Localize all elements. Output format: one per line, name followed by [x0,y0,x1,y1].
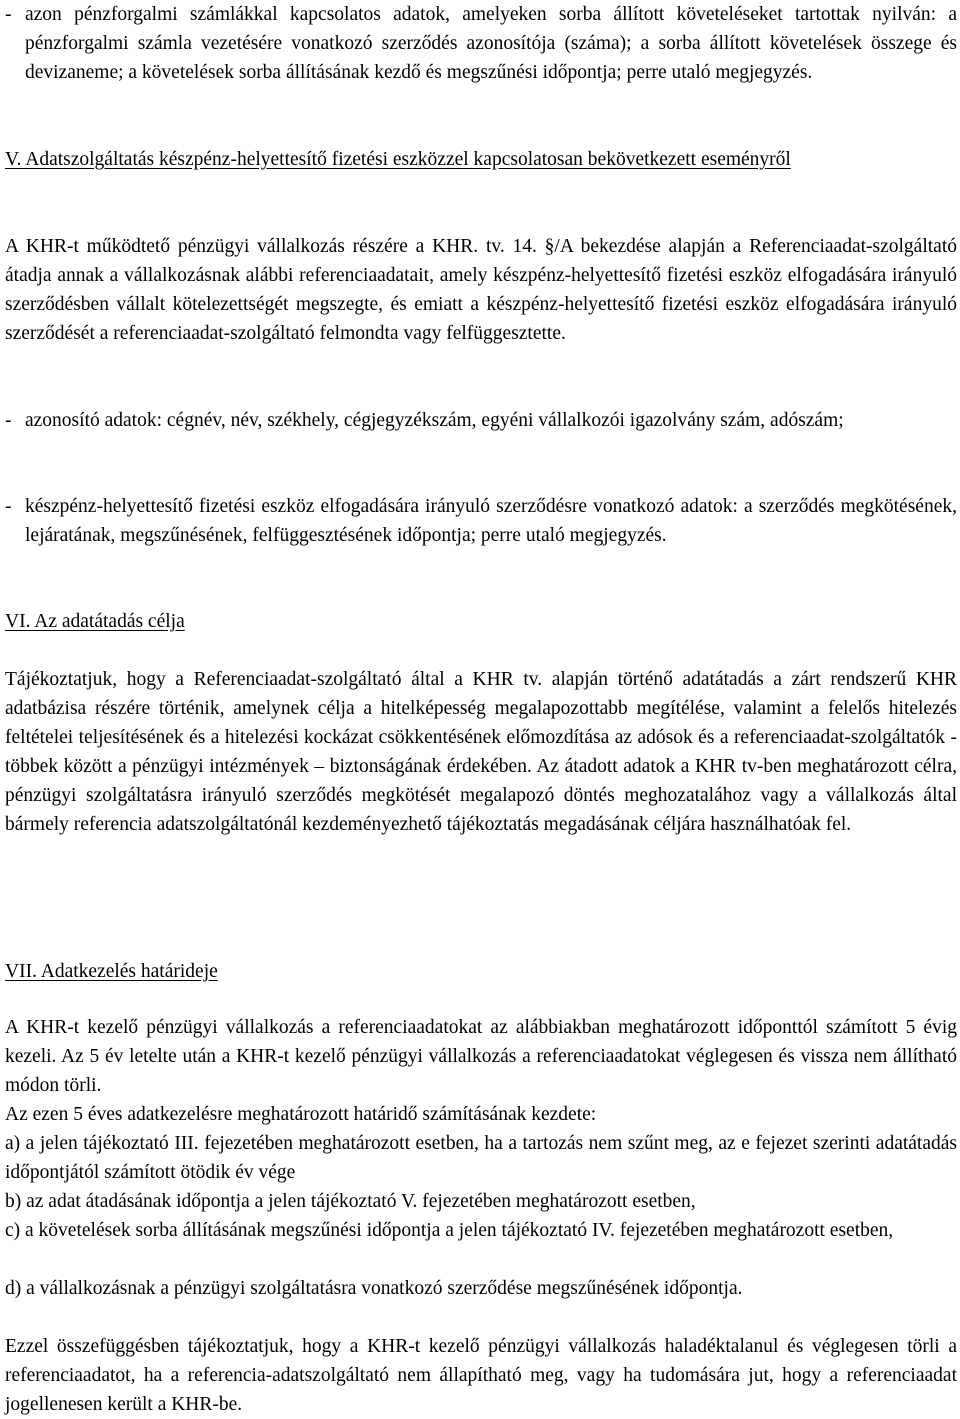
section-heading-vi [5,607,957,636]
paragraph-account-data: azon pénzforgalmi számlákkal kapcsolatos adatok, amelyeken sorba állított követeléseket tartottak nyilván: a pénzforgalmi számla vezetésére vonatkozó szerződés azonosítója (száma); a sorba állított követelések összege és devizaneme; a követelések sorba állításának kezdő és megszűnési időpontja; perre utaló megjegyzés. [25,4,957,83]
list-item-d: d) a vállalkozásnak a pénzügyi szolgáltatásra vonatkozó szerződése megszűnésének időpontja. [5,1278,743,1299]
section-heading-v [5,145,957,174]
bullet-dash: - [5,496,12,517]
list-item-a: a) a jelen tájékoztató III. fejezetében meghatározott esetben, ha a tartozás nem szűnt meg, az e fejezet szerinti adatátadás időpontjától számított ötödik év vége [5,1133,957,1183]
bullet-item-contract-data [5,492,957,550]
paragraph-purpose: Tájékoztatjuk, hogy a Referenciaadat-szolgáltató által a KHR tv. alapján történő adatátadás a zárt rendszerű KHR adatbázisa részére történik, amelynek célja a hitelképesség megalapozottabb megítélése, valamint a felelős hitelezés feltételei teljesítésének és a hitelezési kockázat csökkentésének előmozdítása az adósok és a referenciaadat-szolgáltatók - többek között a pénzügyi intézmények – biztonságának érdekében. Az átadott adatok a KHR tv-ben meghatározott célra, pénzügyi szolgáltatásra irányuló szerződés megkötését megalapozó döntés meghozatalához vagy a vállalkozás által bármely referencia adatszolgáltatónál kezdeményezhető tájékoztatás megadásának céljára használhatóak fel. [5,669,957,835]
paragraph-retention: A KHR-t kezelő pénzügyi vállalkozás a referenciaadatokat az alábbiakban meghatározott időponttól számított 5 évig kezeli. Az 5 év letelte után a KHR-t kezelő pénzügyi vállalkozás a referenciaadatokat véglegesen és vissza nem állítható módon törli. [5,1017,957,1096]
bullet-dash: - [5,4,12,25]
section-heading-v-text: V. Adatszolgáltatás készpénz-helyettesítő fizetési eszközzel kapcsolatosan bekövetkezett eseményről [5,149,791,170]
paragraph-deadline-start: Az ezen 5 éves adatkezelésre meghatározott határidő számításának kezdete: [5,1104,597,1125]
paragraph-contract-data: készpénz-helyettesítő fizetési eszköz elfogadására irányuló szerződésre vonatkozó adatok: a szerződés megkötésének, lejáratának, megszűnésének, felfüggesztésének időpontja; perre utaló megjegyzés. [25,496,957,546]
bullet-item-identification [5,406,957,435]
section-heading-vi-text: VI. Az adatátadás célja [5,611,185,632]
paragraph-identification-data: azonosító adatok: cégnév, név, székhely, cégjegyzékszám, egyéni vállalkozói igazolvány szám, adószám; [25,410,844,431]
paragraph-card-acceptance: A KHR-t működtető pénzügyi vállalkozás részére a KHR. tv. 14. §/A bekezdése alapján a Referenciaadat-szolgáltató átadja annak a vállalkozásnak alábbi referenciaadatait, amely készpénz-helyettesítő fizetési eszköz elfogadására irányuló szerződésben vállalt kötelezettségét megszegte, és emiatt a készpénz-helyettesítő fizetési eszköz elfogadására irányuló szerződését a referenciaadat-szolgáltató felmondta vagy felfüggesztette. [5,236,957,344]
section-heading-vii [5,957,957,986]
paragraph-deletion: Ezzel összefüggésben tájékoztatjuk, hogy a KHR-t kezelő pénzügyi vállalkozás haladéktalanul és véglegesen törli a referenciaadatot, ha a referencia-adatszolgáltató nem állapítható meg, vagy ha tudomására jut, hogy a referenciaadat jogellenesen került a KHR-be. [5,1336,957,1415]
bullet-dash: - [5,410,12,431]
section-heading-vii-text: VII. Adatkezelés határideje [5,961,218,982]
list-item-b: b) az adat átadásának időpontja a jelen tájékoztató V. fejezetében meghatározott esetben, [5,1191,696,1212]
bullet-item-account-data [5,0,957,87]
list-item-c: c) a követelések sorba állításának megszűnési időpontja a jelen tájékoztató IV. fejezetében meghatározott esetben, [5,1220,894,1241]
